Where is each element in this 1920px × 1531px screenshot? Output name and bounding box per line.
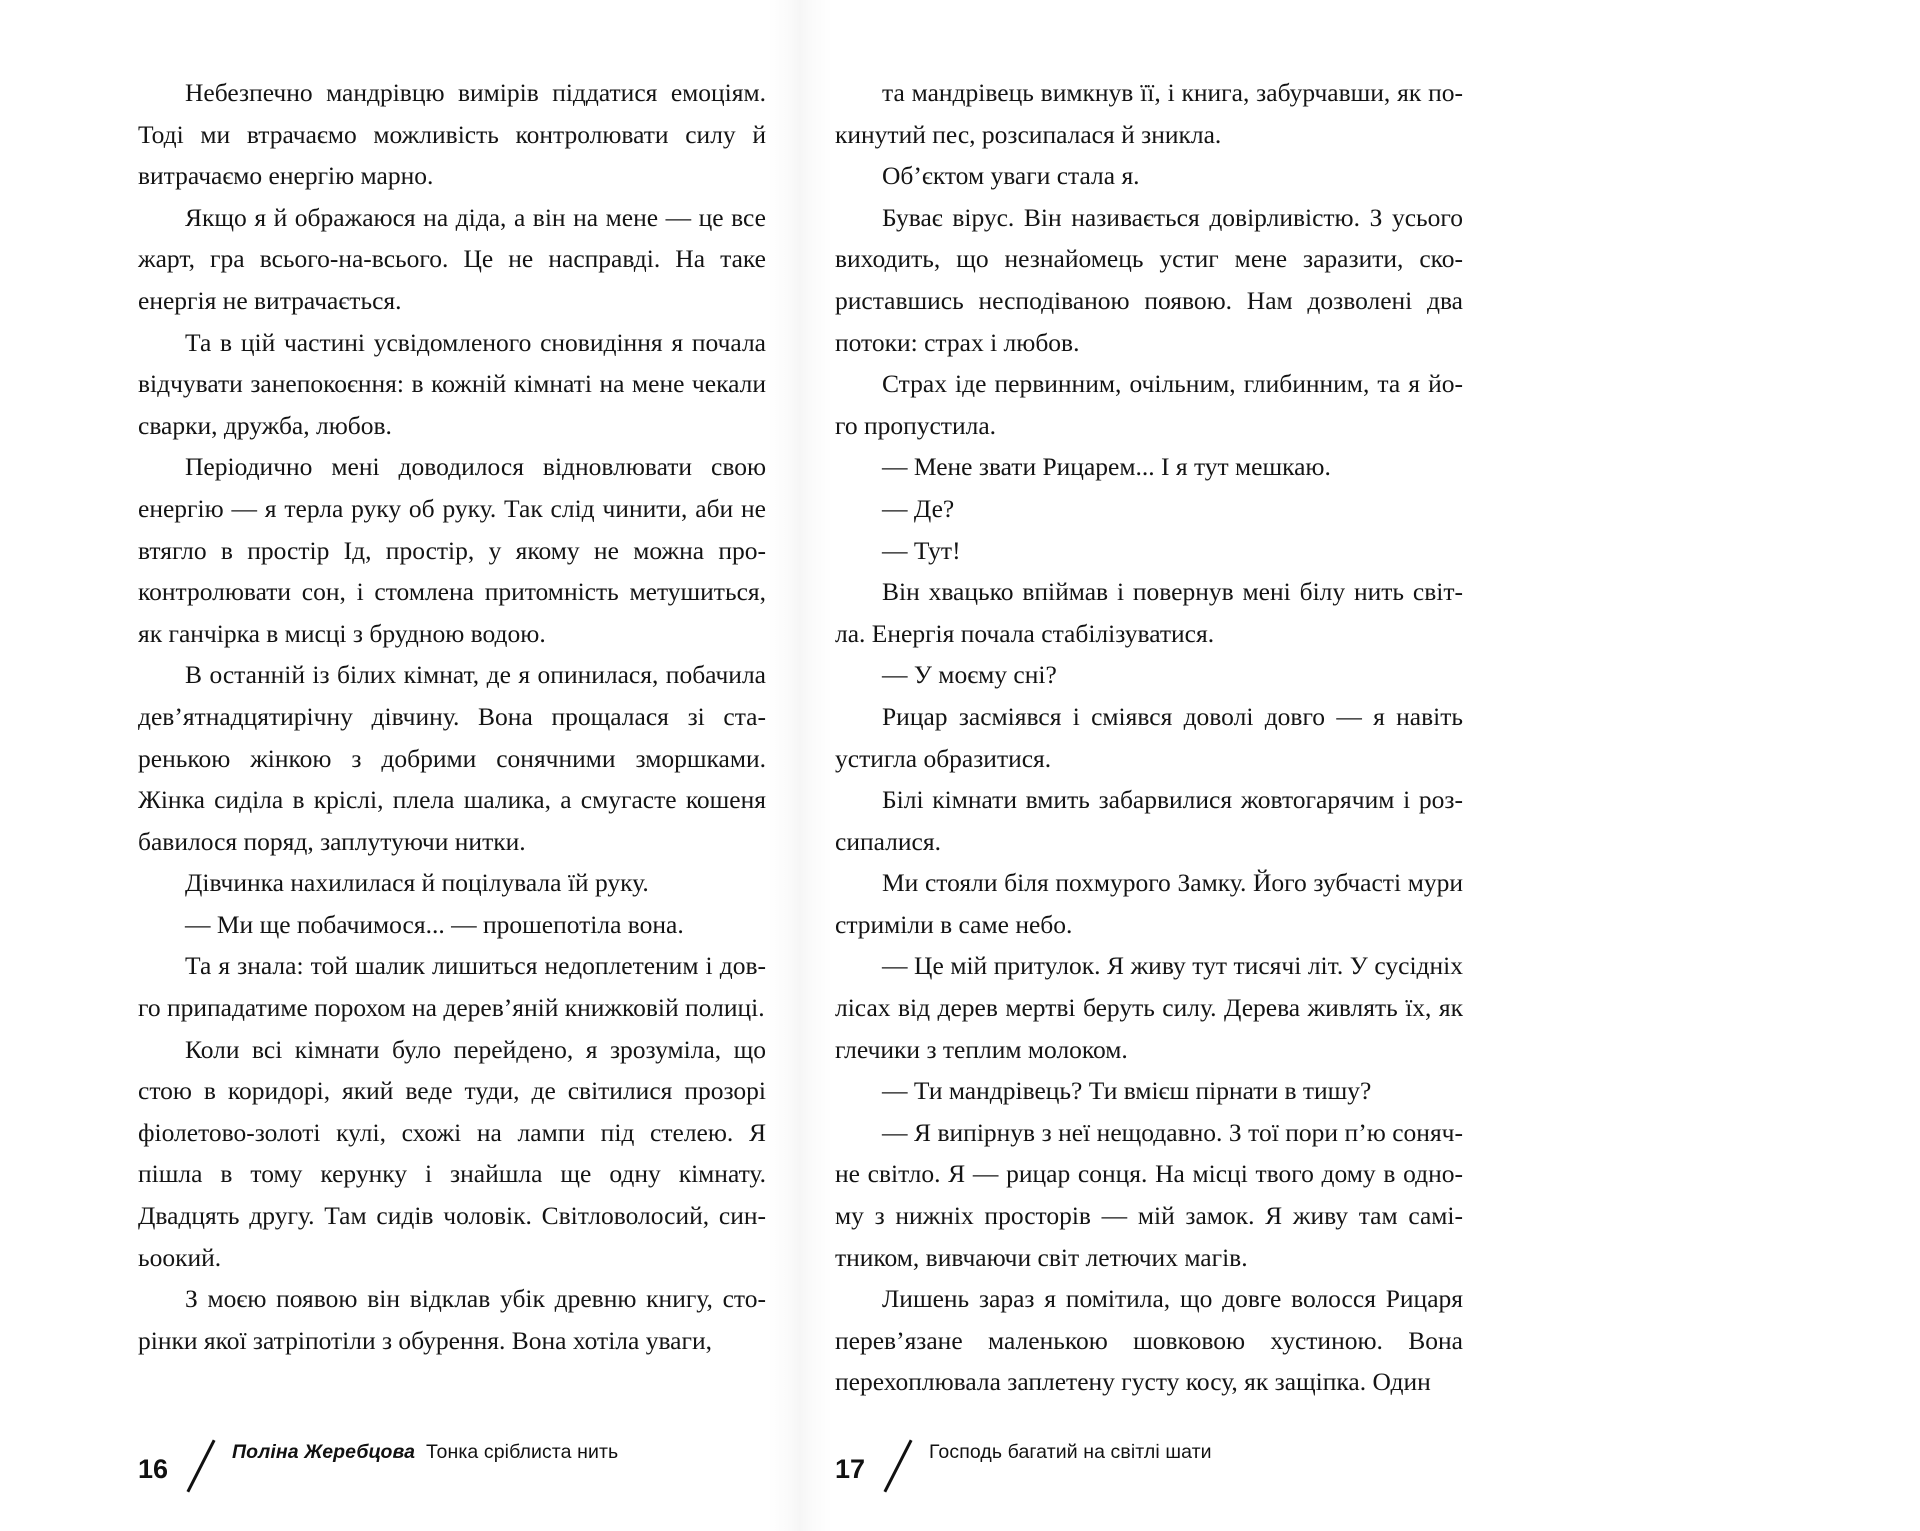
running-head-title: Тонка сріблиста нить bbox=[426, 1441, 619, 1464]
paragraph: Лишень зараз я помітила, що довге волосся Рицаря перев’язане маленькою шовковою хустиною. Вона перехоплювала заплетену густу косу, як защіпка. Один bbox=[835, 1284, 1463, 1397]
slash-rule-icon bbox=[184, 1437, 218, 1487]
paragraph: Він хвацько впіймав і повернув мені білу нить світла. Енергія почала стабілізуватися. bbox=[835, 577, 1463, 648]
dialogue-line: — Я випірнув з неї нещодавно. З тої пори п’ю сонячне світло. Я — рицар сонця. На місці твого дому в одному з нижніх просторів — мій замок. Я живу там самітником, вивчаючи світ летючих магів. bbox=[835, 1117, 1463, 1272]
running-head-author: Поліна Жеребцова bbox=[232, 1441, 416, 1464]
paragraph: та мандрівець вимкнув її, і книга, забурчавши, як покинутий пес, розсипалася й зникла. bbox=[835, 78, 1463, 149]
page-left bbox=[0, 0, 800, 1531]
paragraph: Ми стояли біля похмурого Замку. Його зубчасті мури стриміли в саме небо. bbox=[835, 868, 1463, 939]
dialogue-line: — У моєму сні? bbox=[882, 660, 1057, 690]
dialogue-line: — Ти мандрівець? Ти вмієш пірнати в тишу? bbox=[882, 1076, 1372, 1106]
running-head bbox=[232, 1443, 618, 1463]
left-page-body bbox=[138, 72, 766, 1361]
page-number: 16 bbox=[138, 1453, 169, 1484]
right-page-body bbox=[835, 72, 1463, 1403]
paragraph: В останній із білих кімнат, де я опинилася, побачила дев’ятнадцятирічну дівчину. Вона прощалася зі старенькою жінкою з добрими сонячними зморшками. Жінка сиділа в кріслі, плела шалика, а смугасте кошеня бавилося поряд, заплутуючи нитки. bbox=[138, 660, 766, 856]
dialogue-line: — Тут! bbox=[882, 535, 961, 565]
dialogue-line: — Ми ще побачимося... — прошепотіла вона. bbox=[185, 909, 684, 939]
paragraph: Об’єктом уваги стала я. bbox=[882, 161, 1140, 191]
slash-rule-icon bbox=[881, 1437, 915, 1487]
paragraph: Дівчинка нахилилася й поцілувала їй руку. bbox=[185, 868, 649, 898]
page-number: 17 bbox=[835, 1453, 866, 1484]
paragraph: Та я знала: той шалик лишиться недоплетеним і довго припадатиме порохом на дерев’яній книжковій полиці. bbox=[138, 951, 766, 1023]
right-page-footer bbox=[800, 1391, 1920, 1531]
dialogue-line: — Це мій притулок. Я живу тут тисячі літ. У сусідніх лісах від дерев мертві беруть силу. Дерева живлять їх, як глечики з теплим молоком. bbox=[835, 951, 1463, 1064]
page-right bbox=[800, 0, 1920, 1531]
paragraph: Коли всі кімнати було перейдено, я зрозуміла, що стою в коридорі, який веде туди, де світилися прозорі фіолетово-золоті кулі, схожі на лампи під стелею. Я пішла в тому керунку і знайшла ще одну кімнату. Двадцять другу. Там сидів чоловік. Світловолосий, синьоокий. bbox=[138, 1034, 766, 1272]
paragraph: Рицар засміявся і сміявся доволі довго — я навіть устигла образитися. bbox=[835, 701, 1463, 773]
paragraph: Періодично мені доводилося відновлювати свою енергію — я терла руку об руку. Так слід чинити, аби не втягло в простір Ід, простір, у якому не можна проконтролювати сон, і стомлена притомність метушиться, як ганчірка в мисці з брудною водою. bbox=[138, 452, 766, 648]
left-page-footer bbox=[0, 1391, 800, 1531]
paragraph: Якщо я й ображаюся на діда, а він на мене — це все жарт, гра всього-на-всього. Це не насправді. На таке енергія не витрачається. bbox=[138, 202, 766, 315]
dialogue-line: — Де? bbox=[882, 493, 955, 523]
paragraph: Буває вірус. Він називається довірливістю. З усього виходить, що незнайомець устиг мене заразити, скориставшись несподіваною появою. Нам дозволені два потоки: страх і любов. bbox=[835, 202, 1463, 357]
running-head bbox=[929, 1443, 1212, 1463]
paragraph: Та в цій частині усвідомленого сновидіння я почала відчувати занепокоєння: в кожній кімнаті на мене чекали сварки, дружба, любов. bbox=[138, 327, 766, 440]
paragraph: Страх іде первинним, очільним, глибинним, та я його пропустила. bbox=[835, 369, 1463, 440]
dialogue-line: — Мене звати Рицарем... І я тут мешкаю. bbox=[882, 452, 1331, 482]
paragraph: З моєю появою він відклав убік древню книгу, сторінки якої затріпотіли з обурення. Вона хотіла уваги, bbox=[138, 1284, 766, 1355]
paragraph: Білі кімнати вмить забарвилися жовтогарячим і розсипалися. bbox=[835, 785, 1463, 856]
running-head-title: Господь багатий на світлі шати bbox=[929, 1441, 1212, 1464]
paragraph: Небезпечно мандрівцю вимірів піддатися емоціям. Тоді ми втрачаємо можливість контролювати силу й витрачаємо енергію марно. bbox=[138, 78, 766, 191]
